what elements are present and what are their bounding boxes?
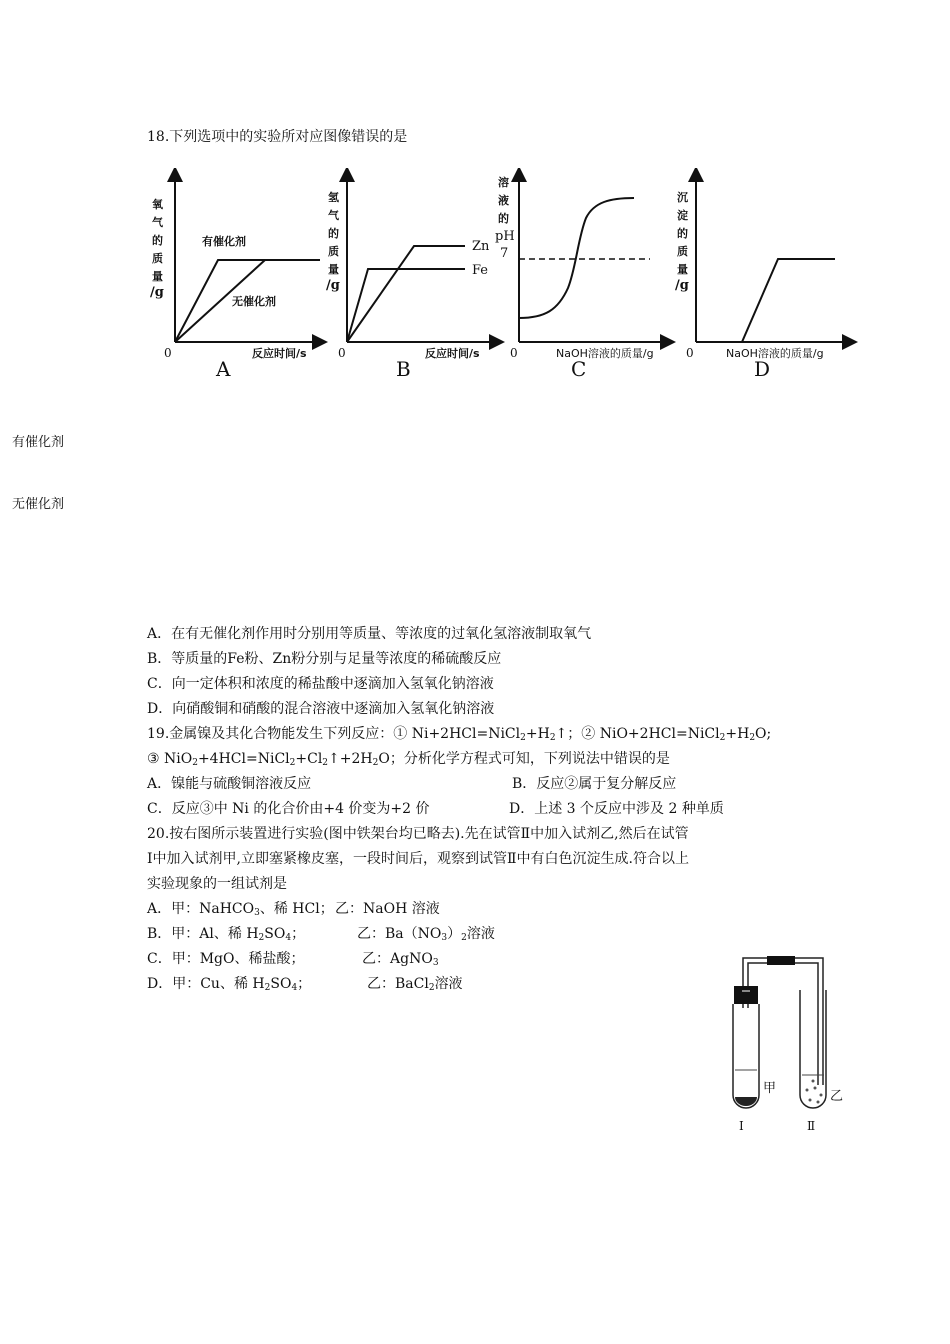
y-char: 的 bbox=[152, 234, 163, 247]
rubber-stopper bbox=[734, 986, 758, 1004]
y-char: 氢 bbox=[328, 191, 339, 204]
q20-option-b bbox=[147, 925, 305, 943]
curve-zn bbox=[347, 246, 465, 342]
q19-text: 19.金属镍及其化合物能发生下列反应：① Ni+2HCl=NiCl bbox=[147, 726, 521, 742]
y-char: 液 bbox=[498, 194, 509, 207]
q19-option-d: D．上述 3 个反应中涉及 2 种单质 bbox=[509, 801, 724, 817]
subscript: 2 bbox=[749, 733, 756, 743]
y-unit: /g bbox=[326, 278, 340, 293]
stray-label-with-catalyst: 有催化剂 bbox=[12, 435, 65, 450]
y-char: 溶 bbox=[498, 176, 509, 189]
label-zn: Zn bbox=[472, 239, 490, 254]
q18-graphs bbox=[140, 168, 860, 383]
graph-letter: B bbox=[396, 357, 411, 381]
q19-text: +Cl bbox=[295, 751, 323, 767]
q20-text: 溶液 bbox=[466, 926, 495, 942]
rubber-connector bbox=[767, 956, 795, 965]
y-char: 气 bbox=[328, 209, 339, 222]
graph-a bbox=[150, 174, 320, 381]
subscript: 2 bbox=[264, 983, 271, 993]
q19-option-c: C．反应③中 Ni 的化合价由+4 价变为+2 价 bbox=[147, 801, 430, 817]
graph-letter: D bbox=[754, 357, 771, 381]
graph-letter: A bbox=[216, 357, 231, 381]
y-unit: /g bbox=[675, 278, 689, 293]
subscript: 2 bbox=[520, 733, 526, 743]
q20-line-3: 实验现象的一组试剂是 bbox=[147, 876, 287, 892]
x-label: 反应时间/s bbox=[425, 347, 480, 360]
subscript: 2 bbox=[322, 758, 329, 768]
tube-2-label: Ⅱ bbox=[807, 1119, 816, 1133]
q19-line-1 bbox=[147, 725, 771, 743]
tube-1-label: Ⅰ bbox=[739, 1119, 744, 1133]
x-label: NaOH溶液的质量/g bbox=[726, 347, 824, 360]
q19-text: ↑+2H bbox=[328, 751, 373, 767]
q20-text: 乙：Ba（NO bbox=[357, 926, 442, 942]
origin: 0 bbox=[164, 346, 172, 360]
q19-option-b: B．反应②属于复分解反应 bbox=[512, 776, 677, 792]
y-char: 淀 bbox=[677, 209, 688, 222]
origin: 0 bbox=[510, 346, 518, 360]
label-fe: Fe bbox=[472, 263, 489, 278]
y-char: 氧 bbox=[152, 198, 163, 211]
subscript: 2 bbox=[289, 758, 296, 768]
x-label: NaOH溶液的质量/g bbox=[556, 347, 654, 360]
q20-option-d-yi bbox=[367, 975, 463, 993]
q20-text: ； bbox=[297, 976, 312, 992]
q20-apparatus bbox=[715, 950, 855, 1135]
graph-letter: C bbox=[571, 357, 587, 381]
q20-text: SO bbox=[264, 926, 286, 942]
graph-c bbox=[495, 174, 668, 381]
y-char: 量 bbox=[152, 270, 163, 283]
q18-option-c: C．向一定体积和浓度的稀盐酸中逐滴加入氢氧化钠溶液 bbox=[147, 676, 494, 692]
q18-option-b: B．等质量的Fe粉、Zn粉分别与足量等浓度的稀硫酸反应 bbox=[147, 651, 502, 667]
q19-text: +4HCl=NiCl bbox=[197, 751, 290, 767]
q19-text: +H bbox=[725, 726, 750, 742]
q20-text: 、稀 HCl； bbox=[259, 901, 334, 917]
subscript: 2 bbox=[461, 933, 467, 943]
tube-2-reagent: 乙 bbox=[830, 1089, 844, 1104]
q20-option-a bbox=[147, 900, 334, 918]
ph-curve bbox=[519, 198, 634, 318]
subscript: 4 bbox=[291, 983, 298, 993]
q19-text: +H bbox=[525, 726, 550, 742]
q20-option-c-yi bbox=[362, 950, 439, 968]
q19-text: O; bbox=[755, 726, 772, 742]
subscript: 2 bbox=[549, 733, 556, 743]
subscript: 4 bbox=[285, 933, 292, 943]
origin: 0 bbox=[686, 346, 694, 360]
graph-d bbox=[675, 174, 850, 381]
label-without-catalyst: 无催化剂 bbox=[232, 295, 276, 308]
subscript: 2 bbox=[372, 758, 379, 768]
connecting-tube-outer bbox=[743, 958, 823, 1085]
q20-text: ） bbox=[447, 926, 462, 942]
y-char: 的 bbox=[498, 212, 509, 225]
q19-option-a: A．镍能与硫酸铜溶液反应 bbox=[147, 776, 312, 792]
y-char: 质 bbox=[152, 252, 163, 265]
q20-text: 溶液 bbox=[434, 976, 463, 992]
curve-fe bbox=[347, 269, 465, 342]
q20-option-a-yi: 乙：NaOH 溶液 bbox=[335, 901, 440, 917]
q20-text: 乙：BaCl bbox=[367, 976, 429, 992]
q18-option-a: A．在有无催化剂作用时分别用等质量、等浓度的过氧化氢溶液制取氧气 bbox=[147, 626, 592, 642]
subscript: 3 bbox=[441, 933, 448, 943]
q20-line-2: Ⅰ中加入试剂甲,立即塞紧橡皮塞，一段时间后，观察到试管Ⅱ中有白色沉淀生成.符合以上 bbox=[147, 851, 689, 867]
q20-text: 乙：AgNO bbox=[362, 951, 433, 967]
q19-text: ↑；② NiO+2HCl=NiCl bbox=[555, 726, 720, 742]
tube-1-reagent: 甲 bbox=[763, 1081, 777, 1096]
q20-text: SO bbox=[270, 976, 292, 992]
graph-a-y-label bbox=[150, 197, 164, 300]
q18-option-d: D．向硝酸铜和硝酸的混合溶液中逐滴加入氢氧化钠溶液 bbox=[147, 701, 495, 717]
subscript: 2 bbox=[258, 933, 265, 943]
y-char: 气 bbox=[152, 216, 163, 229]
q20-text: B．甲：Al、稀 H bbox=[147, 926, 259, 942]
precipitate-curve bbox=[696, 259, 835, 342]
q20-text: ； bbox=[291, 926, 306, 942]
y-char: 沉 bbox=[677, 191, 688, 204]
subscript: 2 bbox=[192, 758, 198, 768]
q20-option-d bbox=[147, 975, 311, 993]
x-label: 反应时间/s bbox=[252, 347, 307, 360]
test-tube-1 bbox=[733, 1004, 759, 1108]
y-char: 的 bbox=[677, 227, 688, 240]
q19-text: O；分析化学方程式可知，下列说法中错误的是 bbox=[378, 751, 670, 767]
y-char: 量 bbox=[328, 263, 339, 276]
subscript: 2 bbox=[428, 983, 435, 993]
y-char: 质 bbox=[677, 245, 688, 258]
subscript: 3 bbox=[254, 908, 260, 918]
y-char: 量 bbox=[677, 263, 688, 276]
q20-option-b-yi bbox=[357, 925, 495, 943]
q19-line-2 bbox=[147, 750, 670, 768]
y-char: 的 bbox=[328, 227, 339, 240]
q20-option-c: C．甲：MgO、稀盐酸； bbox=[147, 951, 305, 967]
y-char: 质 bbox=[328, 245, 339, 258]
q18-stem: 18.下列选项中的实验所对应图像错误的是 bbox=[147, 129, 408, 145]
subscript: 2 bbox=[719, 733, 726, 743]
q19-text: ③ NiO bbox=[147, 751, 193, 767]
graph-b bbox=[326, 174, 497, 381]
ph-seven: 7 bbox=[500, 246, 509, 261]
y-unit: /g bbox=[150, 285, 164, 300]
y-unit: pH bbox=[495, 229, 515, 244]
subscript: 3 bbox=[432, 958, 439, 968]
stray-label-without-catalyst: 无催化剂 bbox=[12, 497, 65, 512]
label-with-catalyst: 有催化剂 bbox=[202, 235, 246, 248]
test-tube-2 bbox=[800, 990, 826, 1108]
origin: 0 bbox=[338, 346, 346, 360]
q20-text: A．甲：NaHCO bbox=[147, 901, 255, 917]
q20-line-1: 20.按右图所示装置进行实验(图中铁架台均已略去).先在试管Ⅱ中加入试剂乙,然后在试管 bbox=[147, 826, 689, 842]
q20-text: D．甲：Cu、稀 H bbox=[147, 976, 265, 992]
